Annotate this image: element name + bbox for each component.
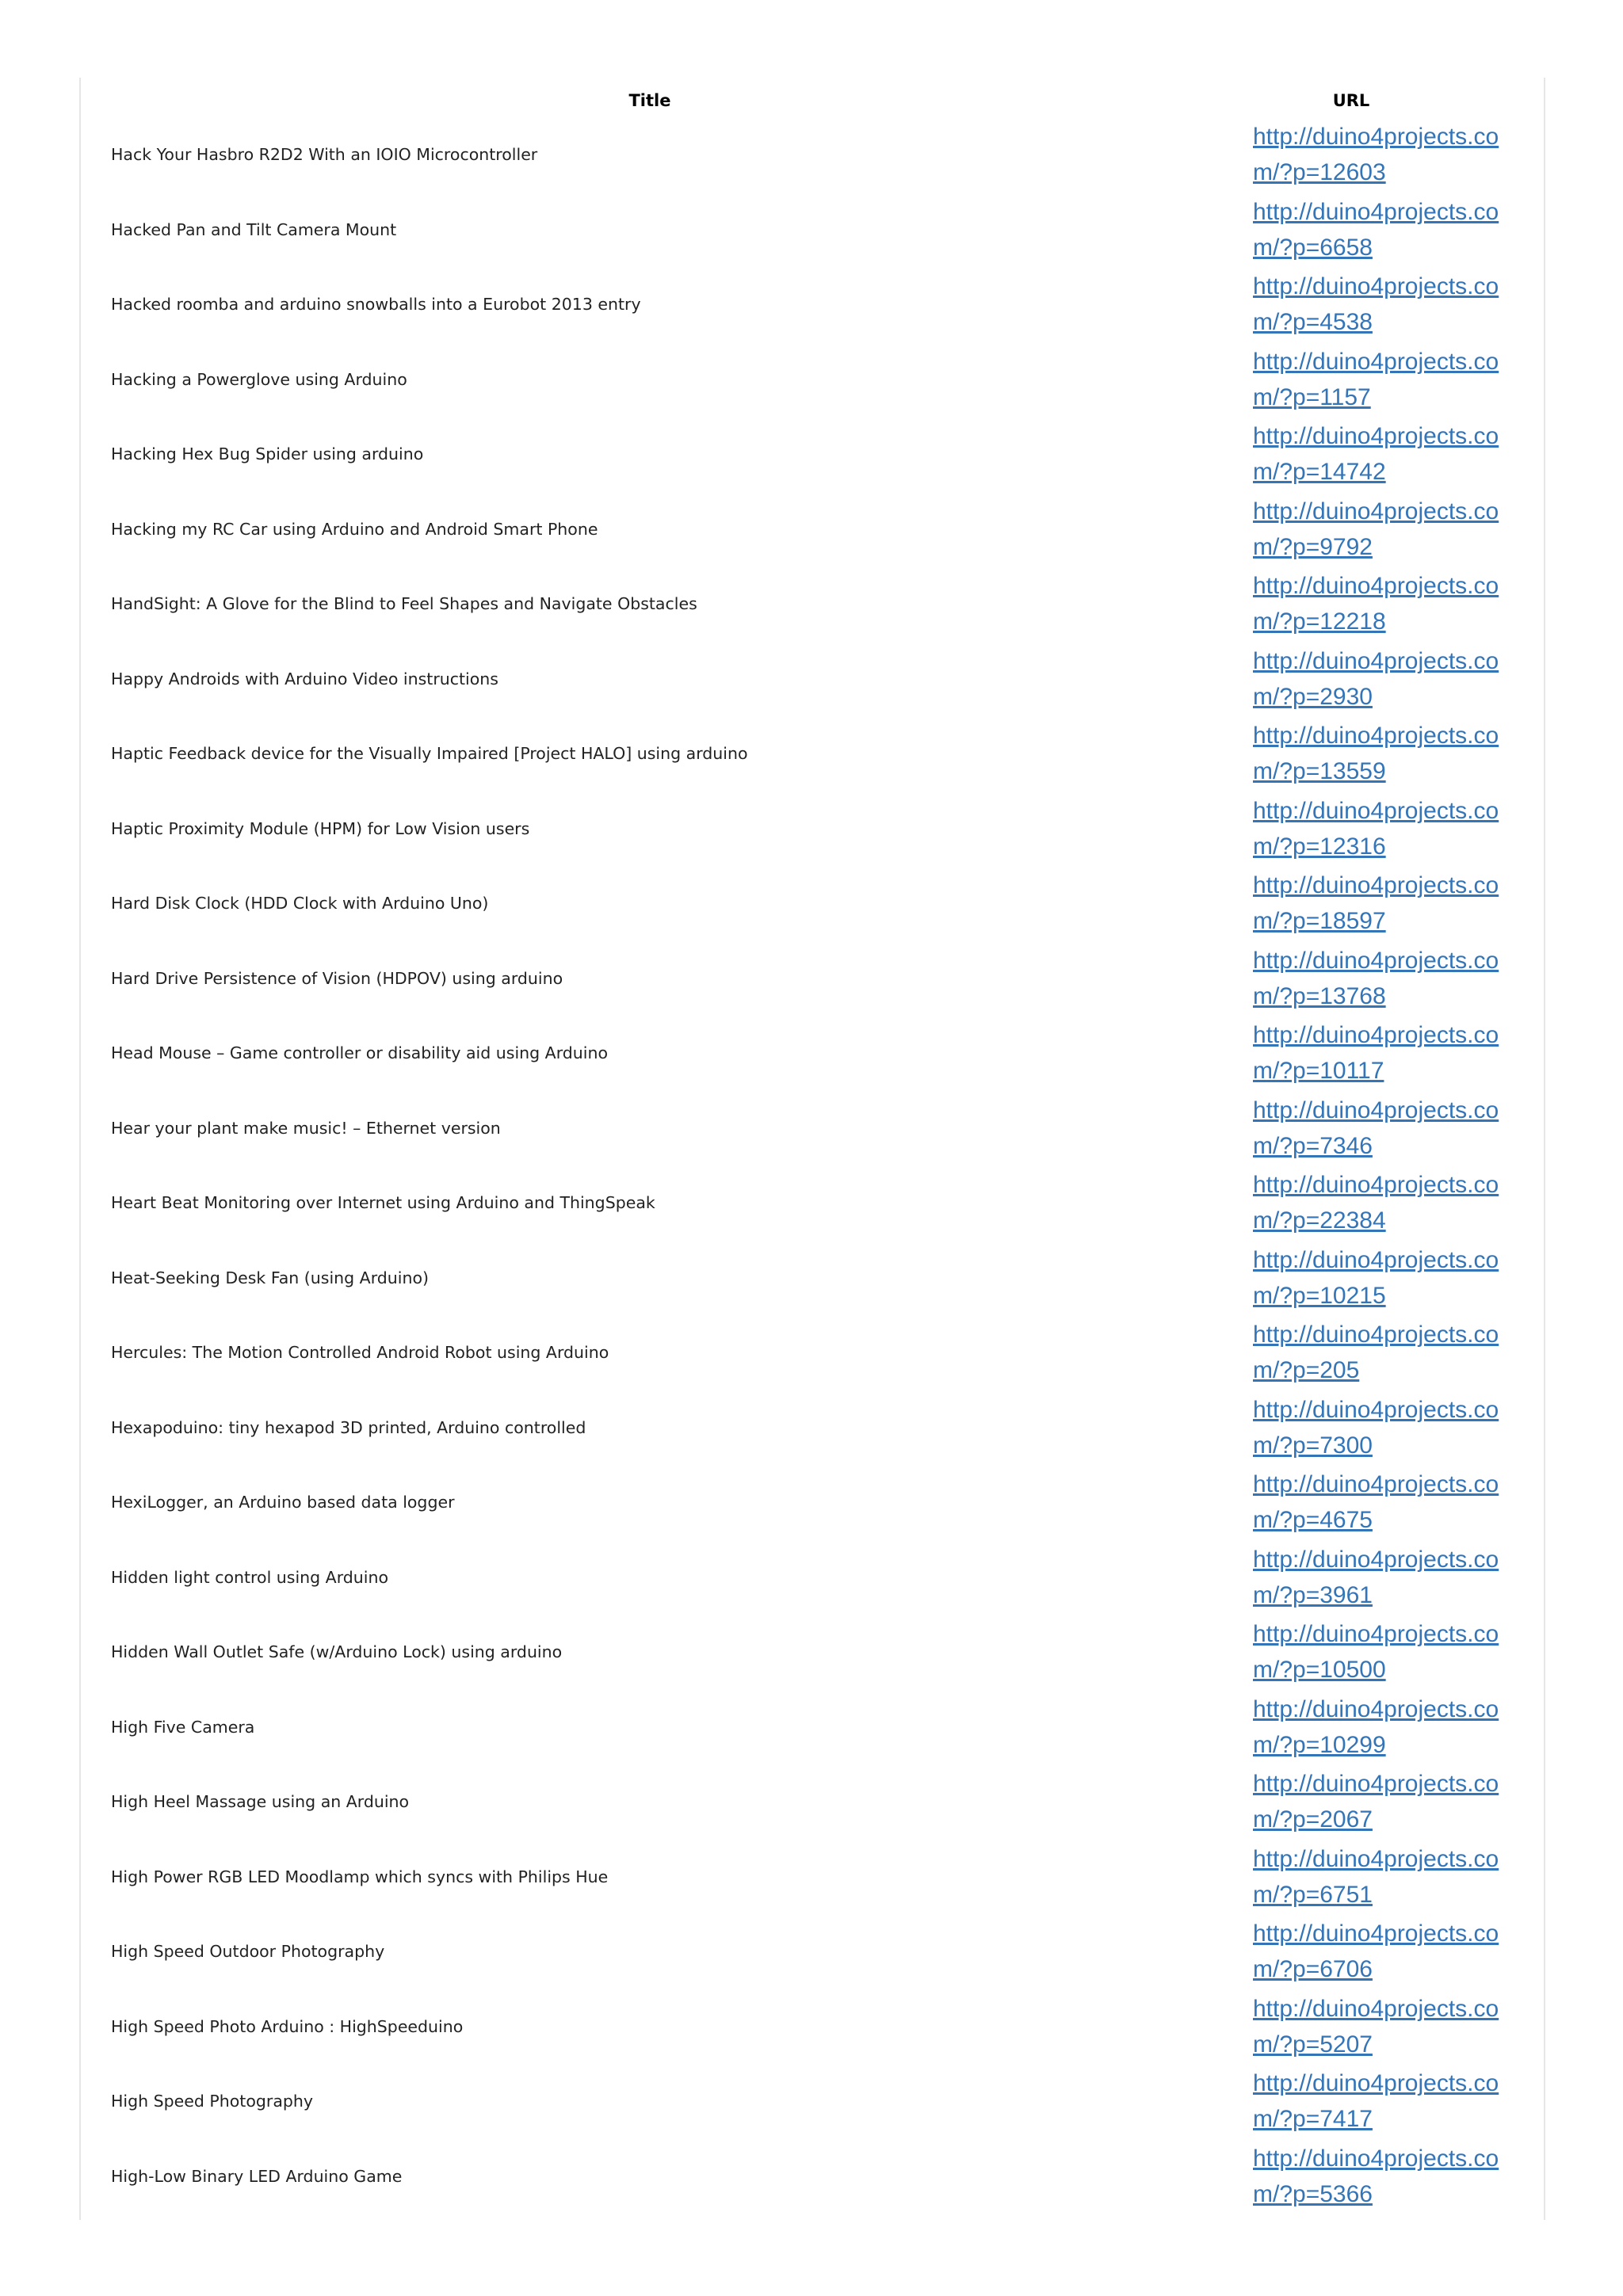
table-row [111, 1914, 1514, 1989]
project-url-cell [1189, 1465, 1514, 1540]
project-url-link[interactable]: http://duino4projects.com/?p=10299 [1253, 1695, 1499, 1758]
project-title: High Speed Photo Arduino : HighSpeeduino [111, 2016, 464, 2036]
project-url-link[interactable]: http://duino4projects.com/?p=4675 [1253, 1471, 1499, 1534]
table-row [111, 1840, 1514, 1915]
project-url-cell [1189, 2064, 1514, 2139]
table-row [111, 342, 1514, 418]
project-url-cell [1189, 267, 1514, 342]
table-row [111, 492, 1514, 567]
project-url-link[interactable]: http://duino4projects.com/?p=12218 [1253, 573, 1499, 635]
table-row [111, 1241, 1514, 1316]
table-row [111, 1690, 1514, 1765]
table-row [111, 1540, 1514, 1615]
project-title: Hacking a Powerglove using Arduino [111, 369, 407, 389]
project-title: Hard Drive Persistence of Vision (HDPOV) using arduino [111, 968, 563, 988]
project-url-link[interactable]: http://duino4projects.com/?p=6751 [1253, 1845, 1499, 1908]
project-title: Haptic Feedback device for the Visually Impaired [Project HALO] using arduino [111, 744, 748, 764]
project-title: High-Low Binary LED Arduino Game [111, 2166, 403, 2186]
project-url-cell [1189, 1091, 1514, 1166]
table-row [111, 2064, 1514, 2139]
project-url-link[interactable]: http://duino4projects.com/?p=10500 [1253, 1621, 1499, 1684]
project-title: Hacked Pan and Tilt Camera Mount [111, 219, 397, 239]
project-title: Heart Beat Monitoring over Internet using Arduino and ThingSpeak [111, 1193, 655, 1213]
table-row [111, 1315, 1514, 1390]
project-url-link[interactable]: http://duino4projects.com/?p=2067 [1253, 1771, 1499, 1833]
project-url-link[interactable]: http://duino4projects.com/?p=12603 [1253, 124, 1499, 186]
project-url-cell [1189, 642, 1514, 717]
project-url-link[interactable]: http://duino4projects.com/?p=3961 [1253, 1546, 1499, 1608]
table-row [111, 866, 1514, 941]
project-title: High Heel Massage using an Arduino [111, 1792, 410, 1812]
table-row [111, 791, 1514, 867]
table-row [111, 1989, 1514, 2065]
table-row [111, 716, 1514, 791]
project-title: HexiLogger, an Arduino based data logger [111, 1493, 455, 1512]
table-row [111, 193, 1514, 268]
project-url-link[interactable]: http://duino4projects.com/?p=6658 [1253, 198, 1499, 261]
project-title: Hard Disk Clock (HDD Clock with Arduino Uno) [111, 894, 489, 913]
project-url-link[interactable]: http://duino4projects.com/?p=6706 [1253, 1920, 1499, 1983]
project-title: Haptic Proximity Module (HPM) for Low Vision users [111, 818, 530, 838]
title-column-header: Title [628, 91, 671, 110]
table-header [111, 84, 1514, 117]
project-title: Happy Androids with Arduino Video instructions [111, 669, 498, 688]
project-url-cell [1189, 1241, 1514, 1316]
project-url-link[interactable]: http://duino4projects.com/?p=13559 [1253, 723, 1499, 785]
project-url-link[interactable]: http://duino4projects.com/?p=22384 [1253, 1172, 1499, 1234]
table-row [111, 642, 1514, 717]
project-url-cell [1189, 1690, 1514, 1765]
table-row [111, 117, 1514, 193]
project-url-link[interactable]: http://duino4projects.com/?p=5207 [1253, 1995, 1499, 2058]
project-url-link[interactable]: http://duino4projects.com/?p=205 [1253, 1322, 1499, 1384]
table-row [111, 566, 1514, 642]
project-title: Hacked roomba and arduino snowballs into a Eurobot 2013 entry [111, 295, 641, 315]
table-row [111, 1165, 1514, 1241]
project-title: Hidden light control using Arduino [111, 1567, 389, 1587]
table-row [111, 1016, 1514, 1091]
project-url-cell [1189, 1315, 1514, 1390]
table-row [111, 2139, 1514, 2214]
project-title: Hercules: The Motion Controlled Android Robot using Arduino [111, 1343, 609, 1363]
project-url-cell [1189, 1989, 1514, 2065]
table-row [111, 1615, 1514, 1690]
project-url-link[interactable]: http://duino4projects.com/?p=7300 [1253, 1396, 1499, 1459]
project-url-cell [1189, 1016, 1514, 1091]
table-row [111, 941, 1514, 1016]
project-title: High Power RGB LED Moodlamp which syncs with Philips Hue [111, 1867, 609, 1886]
project-url-link[interactable]: http://duino4projects.com/?p=4538 [1253, 273, 1499, 336]
project-title: Hidden Wall Outlet Safe (w/Arduino Lock) using arduino [111, 1642, 563, 1662]
project-url-cell [1189, 1165, 1514, 1241]
project-url-link[interactable]: http://duino4projects.com/?p=12316 [1253, 797, 1499, 860]
table-row [111, 1465, 1514, 1540]
url-column-header: URL [1332, 91, 1370, 110]
project-title: High Speed Outdoor Photography [111, 1942, 385, 1962]
project-url-cell [1189, 941, 1514, 1016]
project-title: Hacking my RC Car using Arduino and Android Smart Phone [111, 519, 598, 539]
project-url-cell [1189, 492, 1514, 567]
project-url-cell [1189, 791, 1514, 867]
project-url-link[interactable]: http://duino4projects.com/?p=5366 [1253, 2145, 1499, 2207]
project-url-cell [1189, 2139, 1514, 2214]
projects-table [111, 84, 1514, 2214]
table-row [111, 1764, 1514, 1840]
project-url-cell [1189, 1840, 1514, 1915]
project-url-cell [1189, 1914, 1514, 1989]
table-row [111, 1390, 1514, 1466]
table-row [111, 417, 1514, 492]
project-url-cell [1189, 866, 1514, 941]
project-url-link[interactable]: http://duino4projects.com/?p=7417 [1253, 2070, 1499, 2133]
project-url-cell [1189, 342, 1514, 418]
project-url-cell [1189, 1764, 1514, 1840]
project-url-cell [1189, 417, 1514, 492]
project-url-cell [1189, 1540, 1514, 1615]
project-url-link[interactable]: http://duino4projects.com/?p=18597 [1253, 872, 1499, 935]
project-url-link[interactable]: http://duino4projects.com/?p=9792 [1253, 498, 1499, 560]
project-url-cell [1189, 117, 1514, 193]
header-row [111, 84, 1514, 117]
table-row [111, 267, 1514, 342]
project-url-link[interactable]: http://duino4projects.com/?p=7346 [1253, 1097, 1499, 1159]
project-url-link[interactable]: http://duino4projects.com/?p=1157 [1253, 348, 1499, 410]
project-title: High Speed Photography [111, 2092, 314, 2111]
project-title: Hear your plant make music! – Ethernet version [111, 1118, 501, 1138]
project-url-link[interactable]: http://duino4projects.com/?p=13768 [1253, 947, 1499, 1009]
project-title: Heat-Seeking Desk Fan (using Arduino) [111, 1268, 430, 1287]
project-title: High Five Camera [111, 1717, 255, 1737]
project-url-cell [1189, 193, 1514, 268]
project-title: HandSight: A Glove for the Blind to Feel Shapes and Navigate Obstacles [111, 594, 697, 614]
project-url-link[interactable]: http://duino4projects.com/?p=14742 [1253, 423, 1499, 486]
project-title: Hack Your Hasbro R2D2 With an IOIO Microcontroller [111, 145, 538, 165]
project-url-cell [1189, 566, 1514, 642]
table-row [111, 1091, 1514, 1166]
project-url-link[interactable]: http://duino4projects.com/?p=2930 [1253, 647, 1499, 710]
project-url-link[interactable]: http://duino4projects.com/?p=10117 [1253, 1022, 1499, 1085]
project-url-link[interactable]: http://duino4projects.com/?p=10215 [1253, 1246, 1499, 1309]
project-url-cell [1189, 716, 1514, 791]
project-url-cell [1189, 1615, 1514, 1690]
project-title: Hexapoduino: tiny hexapod 3D printed, Arduino controlled [111, 1417, 586, 1437]
project-url-cell [1189, 1390, 1514, 1466]
project-title: Head Mouse – Game controller or disability aid using Arduino [111, 1043, 609, 1063]
project-title: Hacking Hex Bug Spider using arduino [111, 444, 424, 464]
table-body [111, 117, 1514, 2214]
